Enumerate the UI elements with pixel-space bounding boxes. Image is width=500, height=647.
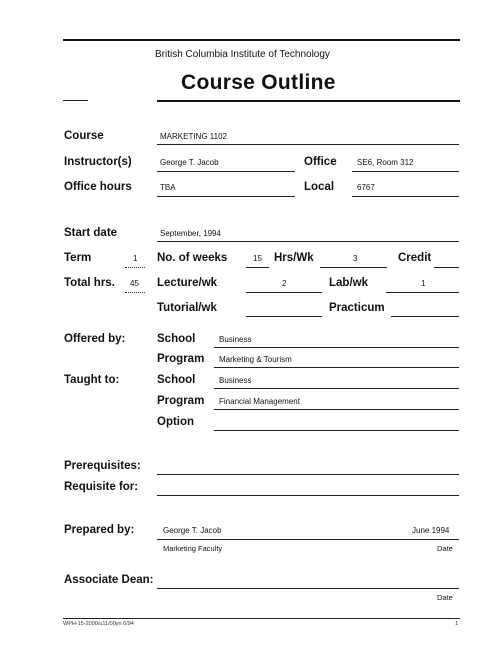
hrs-line [320,267,387,268]
taught-to-label: Taught to: [64,374,120,386]
office-hours-value: TBA [160,183,176,192]
start-date-value: September, 1994 [160,229,221,238]
credit-line [434,267,459,268]
total-hrs-line [125,292,145,293]
term-value: 1 [133,254,138,263]
course-line [157,144,459,145]
taught-program-line [214,409,459,410]
office-hours-line [157,196,295,197]
requisite-for-label: Requisite for: [64,481,139,493]
office-value: SE6, Room 312 [357,158,414,167]
offered-school-value: Business [219,335,252,344]
practicum-label: Practicum [329,302,385,314]
offered-school-label: School [157,333,196,345]
requisite-for-line [157,495,459,496]
weeks-value: 15 [253,254,262,263]
prerequisites-label: Prerequisites: [64,460,141,472]
prepared-by-name: George T. Jacob [163,526,222,535]
page-number: 1 [455,621,459,627]
tutorial-label: Tutorial/wk [157,302,217,314]
lab-value: 1 [421,279,426,288]
offered-program-label: Program [157,353,205,365]
lab-label: Lab/wk [329,277,368,289]
weeks-line [246,267,269,268]
offered-by-label: Offered by: [64,333,126,345]
local-value: 6767 [357,183,375,192]
practicum-line [391,316,459,317]
instructor-value: George T. Jacob [160,158,219,167]
lecture-label: Lecture/wk [157,277,218,289]
taught-option-label: Option [157,416,195,428]
associate-dean-label: Associate Dean: [64,574,154,586]
taught-school-value: Business [219,376,252,385]
total-hrs-value: 45 [130,279,139,288]
taught-school-line [214,388,459,389]
institution-name: British Columbia Institute of Technology [155,49,330,60]
footer-rule [63,618,460,619]
taught-program-label: Program [157,395,205,407]
office-hours-label: Office hours [64,181,132,193]
total-hrs-label: Total hrs. [64,277,115,289]
taught-option-line [214,430,459,431]
tutorial-line [246,316,322,317]
credit-label: Credit [398,252,432,264]
title-left-rule [63,100,88,101]
instructor-label: Instructor(s) [64,156,132,168]
hrs-value: 3 [353,254,358,263]
lab-line [386,292,459,293]
footer-code: WPH-15-2000/u11/00yn 6/94 [63,621,134,627]
start-date-label: Start date [64,227,118,239]
course-label: Course [64,130,104,142]
office-line [352,171,459,172]
prepared-date-caption: Date [437,544,453,553]
dean-date-caption: Date [437,593,453,602]
prerequisites-line [157,474,459,475]
prepared-faculty: Marketing Faculty [163,544,223,553]
prepared-date: June 1994 [412,526,450,535]
local-label: Local [304,181,335,193]
prepared-by-label: Prepared by: [64,524,135,536]
title-right-rule [157,100,460,102]
associate-dean-line [157,588,459,589]
prepared-by-line [157,539,459,540]
lecture-value: 2 [282,279,287,288]
instructor-line [157,171,295,172]
hrs-label: Hrs/Wk [274,252,314,264]
office-label: Office [304,156,337,168]
offered-school-line [214,347,459,348]
term-label: Term [64,252,92,264]
term-line [125,267,145,268]
weeks-label: No. of weeks [157,252,228,264]
offered-program-value: Marketing & Tourism [219,355,292,364]
lecture-line [246,292,322,293]
top-rule [63,39,460,41]
taught-program-value: Financial Management [219,397,300,406]
offered-program-line [214,367,459,368]
taught-school-label: School [157,374,196,386]
page-title: Course Outline [181,71,336,94]
local-line [352,196,459,197]
course-value: MARKETING 1102 [160,132,227,141]
start-date-line [157,241,459,242]
